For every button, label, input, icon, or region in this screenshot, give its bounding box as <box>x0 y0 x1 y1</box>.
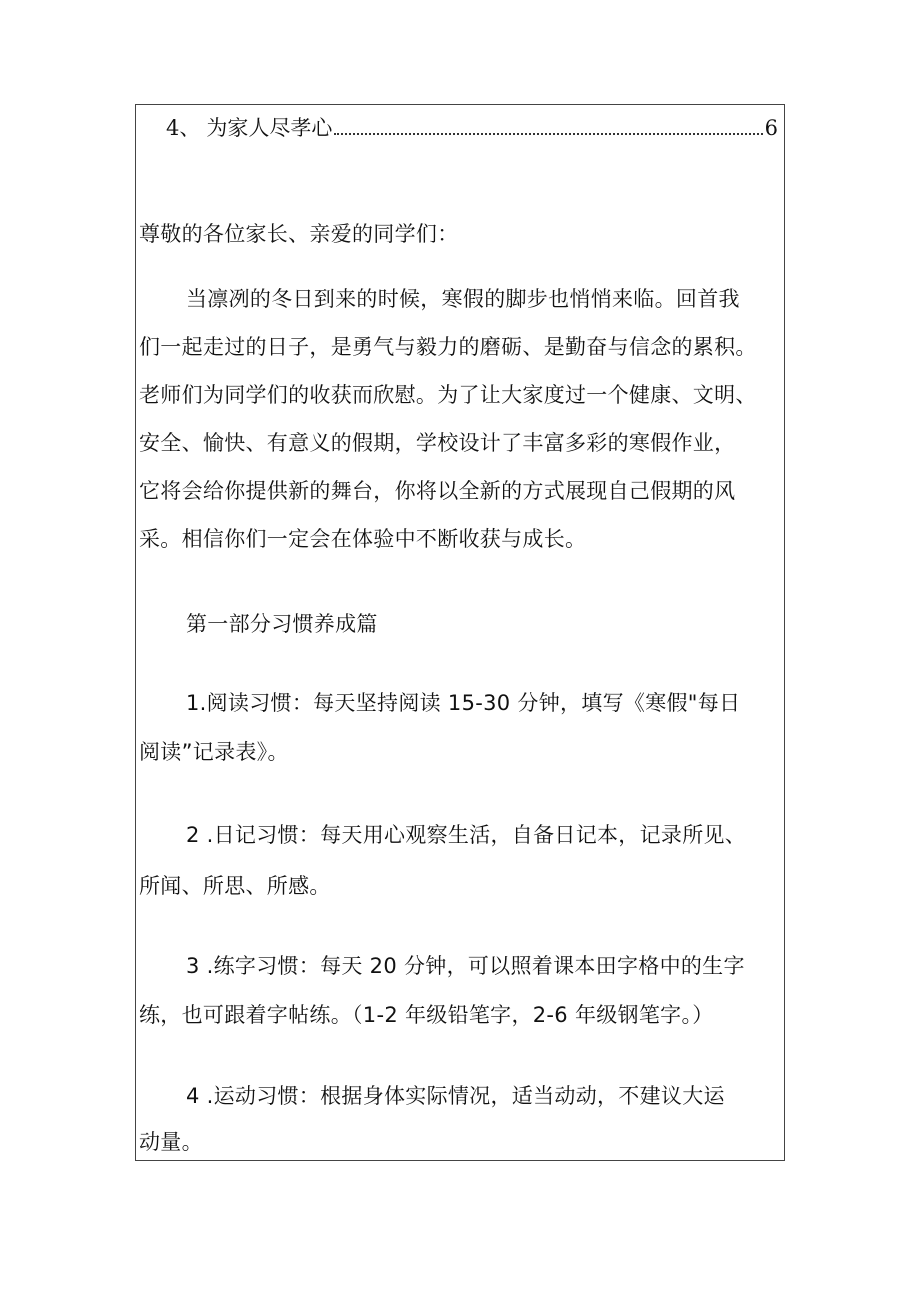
habit-item-exercise-line1: 4 .运动习惯：根据身体实际情况，适当动动，不建议大运 <box>186 1084 725 1108</box>
intro-line: 们一起走过的日子，是勇气与毅力的磨砺、是勤奋与信念的累积。 <box>139 335 757 359</box>
habit-item-diary-line2: 所闻、所思、所感。 <box>139 874 331 898</box>
intro-line: 当凛冽的冬日到来的时候，寒假的脚步也悄悄来临。回首我 <box>186 287 740 311</box>
habit-item-writing-line2: 练，也可跟着字帖练。（1-2 年级铅笔字，2-6 年级钢笔字。） <box>139 1003 714 1027</box>
toc-leader-dots <box>334 133 762 135</box>
habit-item-diary-line1: 2 .日记习惯：每天用心观察生活，自备日记本，记录所见、 <box>186 823 747 847</box>
intro-line: 安全、愉快、有意义的假期，学校设计了丰富多彩的寒假作业， <box>139 431 736 455</box>
habit-item-exercise-line2: 动量。 <box>139 1130 203 1154</box>
habit-item-reading-line1: 1.阅读习惯：每天坚持阅读 15-30 分钟，填写《寒假"每日 <box>186 691 741 715</box>
habit-item-writing-line1: 3 .练字习惯：每天 20 分钟，可以照着课本田字格中的生字 <box>186 954 745 978</box>
intro-line: 采。相信你们一定会在体验中不断收获与成长。 <box>139 527 587 551</box>
toc-entry <box>166 116 778 140</box>
habit-item-reading-line2: 阅读”记录表》。 <box>139 740 289 764</box>
intro-line: 它将会给你提供新的舞台，你将以全新的方式展现自己假期的风 <box>139 479 736 503</box>
section-title: 第一部分习惯养成篇 <box>186 612 378 636</box>
toc-entry-page: 6 <box>764 116 778 140</box>
toc-entry-number: 4、 <box>166 116 201 140</box>
intro-line: 老师们为同学们的收获而欣慰。为了让大家度过一个健康、文明、 <box>139 383 757 407</box>
toc-entry-title: 为家人尽孝心 <box>206 116 333 140</box>
greeting: 尊敬的各位家长、亲爱的同学们： <box>139 222 459 246</box>
